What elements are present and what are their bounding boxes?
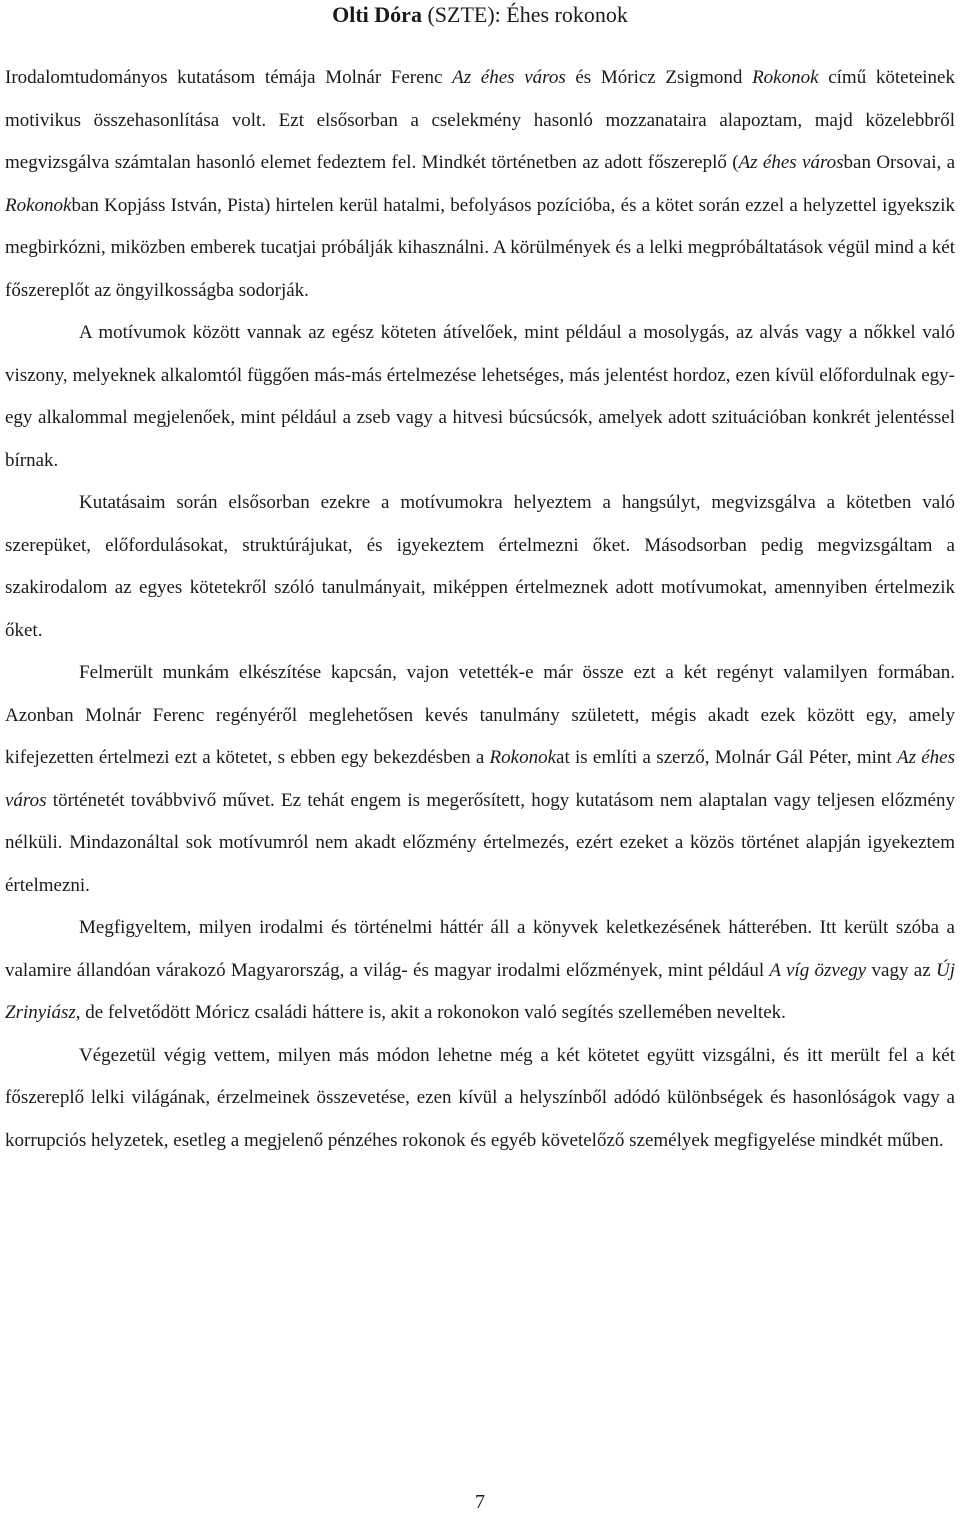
paragraph-1 (5, 57, 955, 312)
book-title: Új Zrinyiász (5, 959, 955, 1023)
book-title: Rokonok (489, 747, 557, 768)
text-run: Megfigyeltem, milyen irodalmi és történelmi háttér áll a könyvek keletkezésének hátterében. Itt került szóba a valamire állandóan várakozó Magyarország, a világ- és magyar irodalmi előzmények, mint például (5, 917, 955, 981)
text-run: Felmerült munkám elkészítése kapcsán, vajon vetették-e már össze ezt a két regényt valamilyen formában. Azonban Molnár Ferenc regényéről meglehetősen kevés tanulmány született, mégis akadt ezek között egy, amely kifejezetten értelmezi ezt a kötetet, s ebben egy bekezdésben a (5, 662, 955, 768)
book-title: Az éhes város (738, 152, 844, 173)
paragraph-2: A motívumok között vannak az egész köteten átívelőek, mint például a mosolygás, az alvás vagy a nőkkel való viszony, melyeknek alkalomtól függően más-más értelmezése lehetséges, más jelentést hordoz, ezen kívül előfordulnak egy-egy alkalommal megjelenőek, mint például a zseb vagy a hitvesi búcsúcsók, amelyek adott szituációban konkrét jelentéssel bírnak. (5, 322, 955, 471)
text-run: történetét továbbvivő művet. Ez tehát engem is megerősített, hogy kutatásom nem alaptalan vagy teljesen előzmény nélküli. Mindazonáltal sok motívumról nem akadt előzmény értelmezés, ezért ezeket a közös történet alapján igyekeztem értelmezni. (5, 789, 955, 896)
book-title: Az éhes város (5, 747, 955, 811)
page-title (0, 2, 960, 28)
text-run: at is említi a szerző, Molnár Gál Péter, mint (556, 747, 897, 768)
book-title: Az éhes város (452, 67, 566, 88)
body-text (5, 57, 955, 1162)
book-title: A víg özvegy (769, 959, 867, 981)
paragraph-5 (5, 907, 955, 1035)
text-run: ban Kopjáss István, Pista) hirtelen kerül hatalmi, befolyásos pozícióba, és a kötet során ezzel a helyzettel igyekszik megbirkózni, miközben emberek tucatjai próbálják kihasználni. A körülmények és a lelki megpróbáltatások végül mind a két főszereplőt az öngyilkosságba sodorják. (5, 194, 955, 301)
text-run: című köteteinek motivikus összehasonlítása volt. Ezt elsősorban a cselekmény hasonló mozzanataira alapoztam, majd közelebbről megvizsgálva számtalan hasonló elemet fedeztem fel. Mindkét történetben az adott főszereplő ( (5, 67, 955, 173)
author-name: Olti Dóra (332, 2, 422, 27)
paragraph-3: Kutatásaim során elsősorban ezekre a motívumokra helyeztem a hangsúlyt, megvizsgálva a kötetben való szerepüket, előfordulásokat, struktúrájukat, és igyekeztem értelmezni őket. Másodsorban pedig megvizsgáltam a szakirodalom az egyes kötetekről szóló tanulmányait, miképpen értelmeznek adott motívumokat, amennyiben értelmezik őket. (5, 492, 955, 641)
text-run: vagy az (866, 959, 936, 981)
text-run: ban Orsovai, a (843, 152, 956, 173)
text-run: Irodalomtudományos kutatásom témája Molnár Ferenc (5, 67, 453, 88)
text-run: és Móricz Zsigmond (565, 67, 753, 88)
paragraph-6: Végezetül végig vettem, milyen más módon lehetne még a két kötetet együtt vizsgálni, és itt merült fel a két főszereplő lelki világának, érzelmeinek összevetése, ezen kívül a helyszínből adódó különbségek és hasonlóságok vagy a korrupciós helyzetek, esetleg a megjelenő pénzéhes rokonok és egyéb követelőző személyek megfigyelése mindkét műben. (5, 1044, 955, 1151)
text-run: , de felvetődött Móricz családi háttere is, akit a rokonokon való segítés szellemében neveltek. (75, 1002, 786, 1023)
page-number: 7 (475, 1491, 485, 1513)
book-title: Rokonok (752, 67, 819, 88)
paragraph-4 (5, 652, 955, 907)
book-title: Rokonok (5, 194, 72, 216)
title-affiliation: (SZTE): Éhes rokonok (421, 2, 628, 27)
